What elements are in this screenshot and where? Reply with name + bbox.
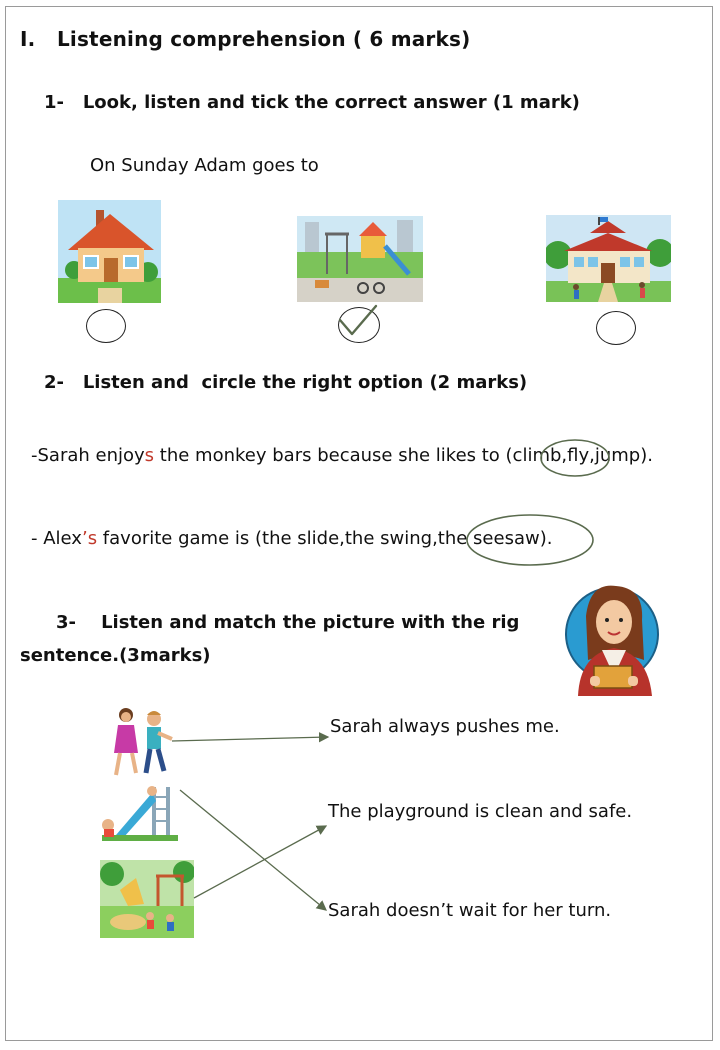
- house-picture[interactable]: [58, 200, 161, 303]
- q1-instruction: Look, listen and tick the correct answer (1 mark): [82, 92, 580, 113]
- q1-heading: [44, 92, 580, 113]
- playground-picture[interactable]: [297, 216, 423, 302]
- circled-answer-climb: [538, 437, 612, 479]
- teacher-picture: [556, 580, 684, 700]
- q3-instruction-line-2: sentence.(3marks): [20, 645, 211, 666]
- q3-heading-line-1: [56, 612, 519, 633]
- school-picture[interactable]: [546, 215, 671, 302]
- q2-instruction: Listen and circle the right option (2 marks): [82, 372, 528, 393]
- section-number: I.: [20, 27, 36, 51]
- sentence-2-choices[interactable]: (the slide,the swing,the seesaw).: [254, 528, 553, 549]
- q3-number: 3-: [56, 612, 76, 633]
- option-house-circle[interactable]: [86, 309, 126, 343]
- sentence-2-middle: favorite game is: [97, 528, 255, 549]
- q2-number: 2-: [44, 372, 64, 393]
- sentence-1-middle: the monkey bars because she likes to: [154, 445, 506, 466]
- match-sentence-2[interactable]: The playground is clean and safe.: [328, 801, 633, 822]
- sentence-1-start: -Sarah enjoy: [31, 445, 145, 466]
- circled-answer-seesaw: [463, 512, 597, 568]
- match-sentence-1[interactable]: Sarah always pushes me.: [330, 716, 560, 737]
- q3-instruction-line-1: Listen and match the picture with the rig: [101, 612, 520, 633]
- q1-number: 1-: [44, 92, 64, 113]
- kids-pushing-picture[interactable]: [108, 705, 174, 779]
- slide-picture[interactable]: [96, 783, 180, 843]
- match-sentence-3[interactable]: Sarah doesn’t wait for her turn.: [328, 900, 612, 921]
- sentence-2-start: - Alex: [31, 528, 82, 549]
- sentence-2-red-letter: s: [87, 528, 98, 549]
- sentence-2-apostrophe: ’: [81, 528, 88, 549]
- sentence-1-choices[interactable]: (climb,fly,jump).: [505, 445, 653, 466]
- q1-prompt: On Sunday Adam goes to: [90, 155, 319, 176]
- section-heading: [20, 27, 470, 51]
- q2-heading: [44, 372, 527, 393]
- section-title: Listening comprehension ( 6 marks): [56, 27, 471, 51]
- check-mark-icon: [336, 300, 380, 340]
- option-school-circle[interactable]: [596, 311, 636, 345]
- sentence-1-red-letter: s: [144, 445, 155, 466]
- playground-park-picture[interactable]: [100, 860, 194, 938]
